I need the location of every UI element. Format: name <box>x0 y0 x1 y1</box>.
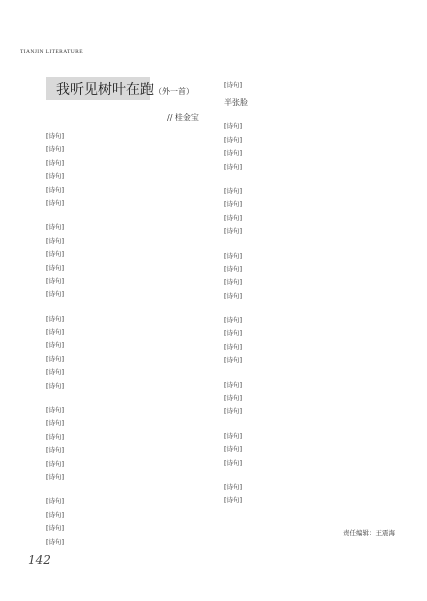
poem-line: [诗句] <box>224 394 243 403</box>
stanza <box>46 130 216 210</box>
poem-line: [诗句] <box>46 497 65 506</box>
poem-line: [诗句] <box>46 341 65 350</box>
poem-line: [诗句] <box>46 223 65 232</box>
poem-line: [诗句] <box>46 524 65 533</box>
stanza <box>224 481 414 508</box>
poem-title <box>56 79 194 99</box>
poem-line: [诗句] <box>46 158 65 167</box>
stanza <box>224 250 414 304</box>
poem-title-note: （外一首） <box>154 87 194 96</box>
poem-line: [诗句] <box>46 419 65 428</box>
poem-line: [诗句] <box>46 510 65 519</box>
stanza <box>46 221 216 301</box>
poem-line: [诗句] <box>224 329 243 338</box>
poem-line: [诗句] <box>46 236 65 245</box>
right-stanzas <box>224 120 414 507</box>
poem-line: [诗句] <box>224 407 243 416</box>
poem-line: [诗句] <box>46 172 65 181</box>
poem-line: [诗句] <box>224 278 243 287</box>
poem-line: [诗句] <box>224 81 243 89</box>
poem-line: [诗句] <box>224 213 243 222</box>
poem-line: [诗句] <box>224 200 243 209</box>
stanza <box>224 120 414 174</box>
stanza <box>224 314 414 368</box>
poem-line: [诗句] <box>46 276 65 285</box>
running-head: TIANJIN LITERATURE <box>20 49 83 55</box>
poem-line: [诗句] <box>224 264 243 273</box>
poem-line: [诗句] <box>224 482 243 491</box>
poem-line: [诗句] <box>46 250 65 259</box>
poem-line: [诗句] <box>224 342 243 351</box>
subpoem-title: 半张脸 <box>224 98 248 108</box>
poem-line: [诗句] <box>224 316 243 325</box>
stanza <box>224 430 414 470</box>
poem-line: [诗句] <box>224 251 243 260</box>
poem-line: [诗句] <box>46 537 65 546</box>
poem-line: [诗句] <box>46 459 65 468</box>
poem-line: [诗句] <box>224 122 243 131</box>
left-column <box>46 130 216 560</box>
poem-line: [诗句] <box>46 145 65 154</box>
poem-line: [诗句] <box>46 328 65 337</box>
poem-line: [诗句] <box>46 185 65 194</box>
poem-line: [诗句] <box>224 496 243 505</box>
poem-line: [诗句] <box>46 472 65 481</box>
poem-line: [诗句] <box>46 198 65 207</box>
poem-line: [诗句] <box>224 162 243 171</box>
poem-title-main: 我听见树叶在跑 <box>56 82 154 98</box>
poem-line: [诗句] <box>224 356 243 365</box>
poem-line: [诗句] <box>46 132 65 140</box>
poem-line: [诗句] <box>46 263 65 272</box>
poem-line: [诗句] <box>46 290 65 299</box>
author-byline: // 桂金宝 <box>167 113 199 122</box>
poem-line: [诗句] <box>224 227 243 236</box>
stanza <box>224 379 414 419</box>
poem-line: [诗句] <box>224 135 243 144</box>
poem-line: [诗句] <box>46 354 65 363</box>
page-number: 142 <box>28 553 51 567</box>
poem-line: [诗句] <box>224 431 243 440</box>
poem-line: [诗句] <box>224 380 243 389</box>
stanza <box>224 185 414 239</box>
poem-line: [诗句] <box>46 432 65 441</box>
editor-credit: 责任编辑：王震海 <box>343 529 395 537</box>
poem-line: [诗句] <box>224 149 243 158</box>
poem-line: [诗句] <box>224 291 243 300</box>
poem-line: [诗句] <box>224 445 243 454</box>
poem-line: [诗句] <box>46 381 65 390</box>
poem-line: [诗句] <box>46 406 65 415</box>
poem-line: [诗句] <box>46 368 65 377</box>
poem-line: [诗句] <box>46 314 65 323</box>
stanza <box>46 313 216 393</box>
poem-line: [诗句] <box>224 458 243 467</box>
right-column <box>224 79 414 519</box>
stanza <box>46 495 216 549</box>
stanza <box>46 404 216 484</box>
poem-line: [诗句] <box>224 186 243 195</box>
poem-line: [诗句] <box>46 446 65 455</box>
